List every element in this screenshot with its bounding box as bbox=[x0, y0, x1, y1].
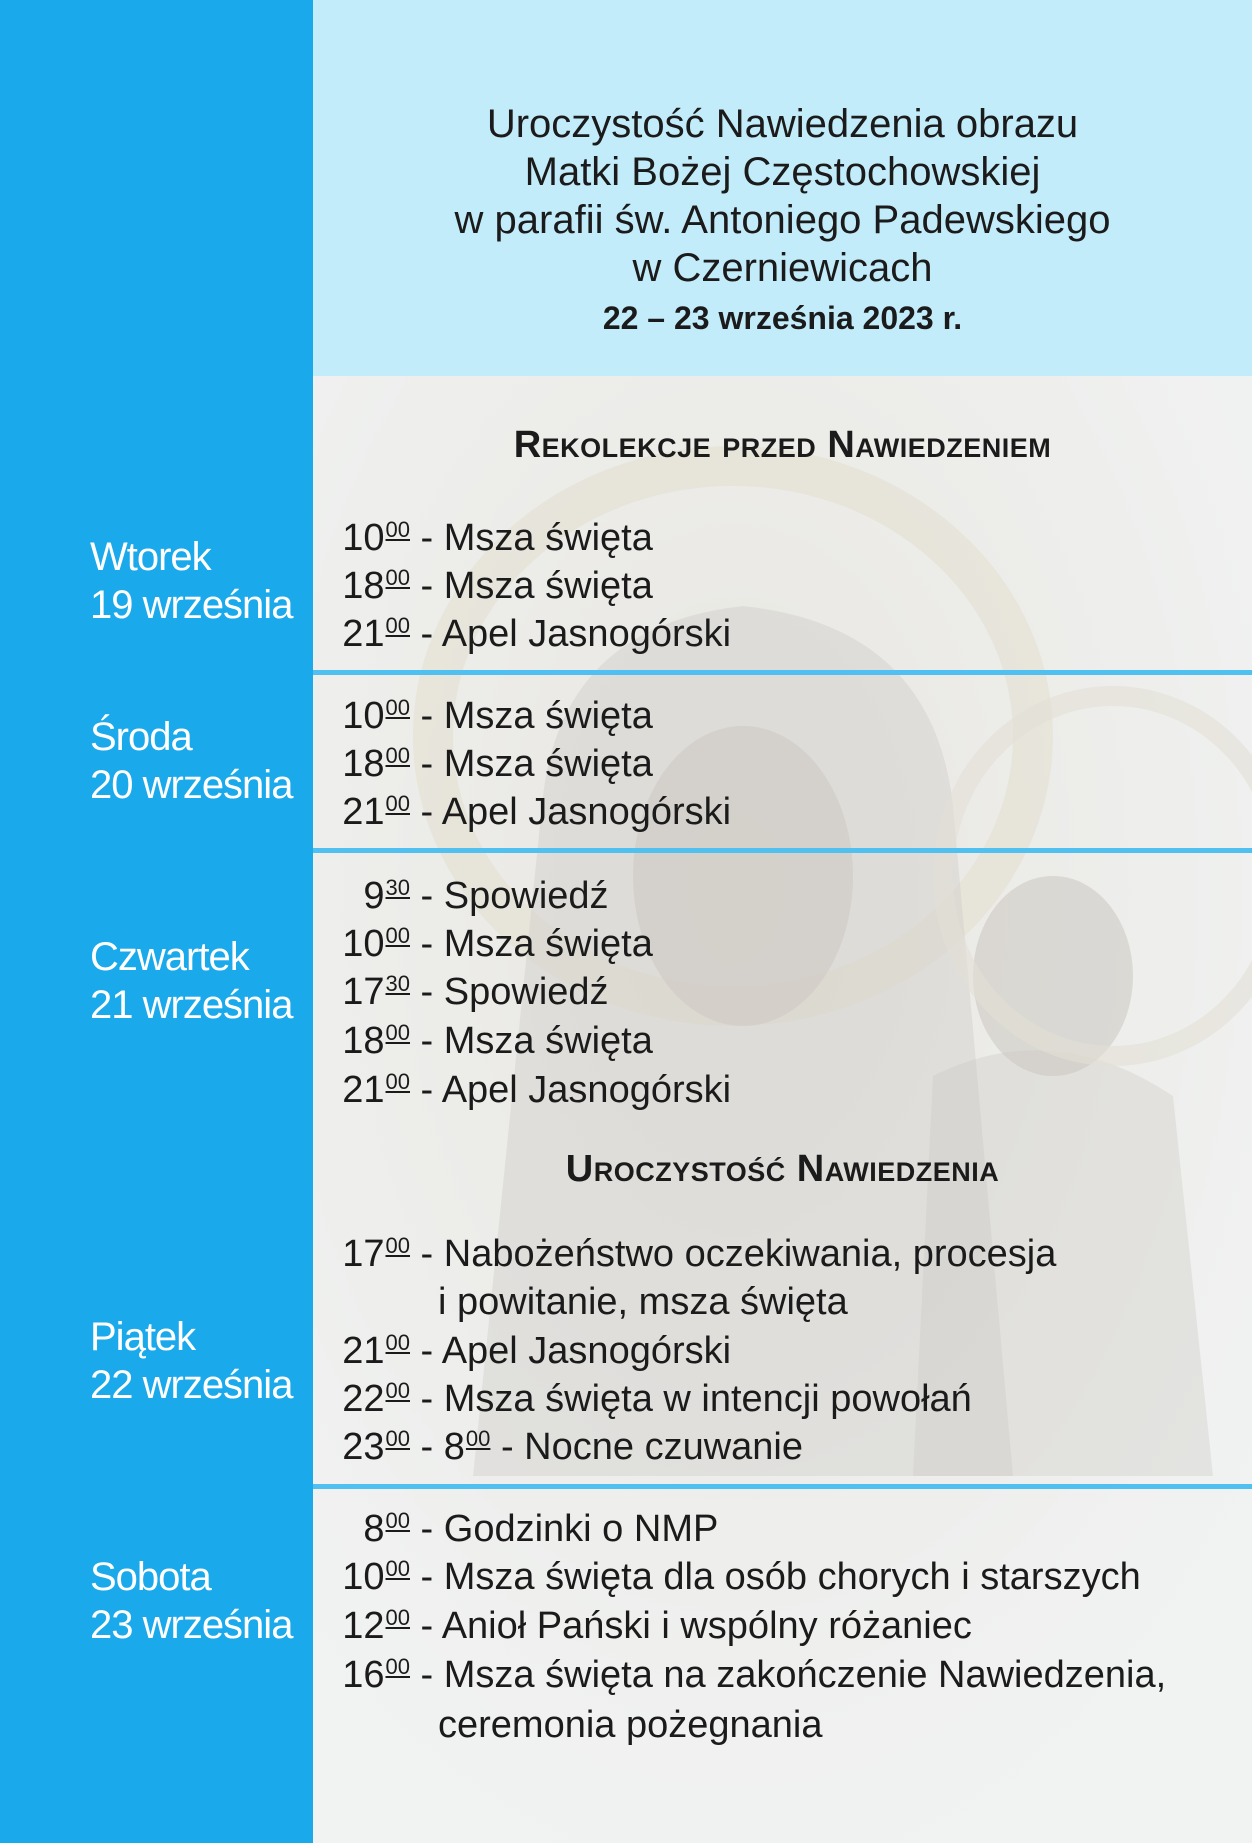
time: $16^{00}$ bbox=[342, 1653, 410, 1696]
schedule-item: $17^{00}$ - Nabożeństwo oczekiwania, procesja bbox=[336, 1230, 1056, 1278]
day-name: Czwartek bbox=[90, 935, 249, 979]
schedule-item: $12^{00}$ - Anioł Pański i wspólny różaniec bbox=[336, 1602, 972, 1650]
schedule-item: $10^{00}$ - Msza święta bbox=[336, 920, 653, 968]
retreat-heading: Rekolekcje przed Nawiedzeniem bbox=[513, 424, 1052, 466]
title-line-4: w Czerniewicach bbox=[632, 246, 933, 290]
day-date: 22 września bbox=[90, 1363, 293, 1407]
time: $18^{00}$ bbox=[342, 564, 410, 607]
schedule-item: $17^{30}$ - Spowiedź bbox=[336, 968, 609, 1016]
time: $10^{00}$ bbox=[342, 694, 410, 737]
schedule-item: $21^{00}$ - Apel Jasnogórski bbox=[336, 610, 731, 658]
schedule-item: $23^{00} - 8^{00}$ - Nocne czuwanie bbox=[336, 1423, 803, 1471]
schedule-item: $21^{00}$ - Apel Jasnogórski bbox=[336, 1327, 731, 1375]
schedule-item: $21^{00}$ - Apel Jasnogórski bbox=[336, 788, 731, 836]
divider bbox=[313, 848, 1252, 853]
schedule-item: $8^{00}$ - Godzinki o NMP bbox=[336, 1505, 718, 1553]
time: $21^{00}$ bbox=[342, 1329, 410, 1372]
time: $10^{00}$ bbox=[342, 922, 410, 965]
divider bbox=[313, 670, 1252, 675]
day-label-thursday bbox=[90, 933, 292, 1029]
time: $9^{30}$ bbox=[363, 874, 410, 917]
day-name: Piątek bbox=[90, 1315, 196, 1359]
time: $17^{00}$ bbox=[342, 1232, 410, 1275]
time: $8^{00}$ bbox=[363, 1507, 410, 1550]
day-date: 23 września bbox=[90, 1603, 293, 1647]
time: $18^{00}$ bbox=[342, 742, 410, 785]
schedule-item: $16^{00}$ - Msza święta na zakończenie Nawiedzenia, bbox=[336, 1651, 1166, 1699]
schedule-item: $10^{00}$ - Msza święta dla osób chorych i starszych bbox=[336, 1553, 1141, 1601]
time: $12^{00}$ bbox=[342, 1604, 410, 1647]
time: $10^{00}$ bbox=[342, 1555, 410, 1598]
title-line-2: Matki Bożej Częstochowskiej bbox=[524, 150, 1041, 194]
day-name: Sobota bbox=[90, 1555, 211, 1599]
schedule-item: $18^{00}$ - Msza święta bbox=[336, 562, 653, 610]
schedule-item: $22^{00}$ - Msza święta w intencji powołań bbox=[336, 1375, 972, 1423]
day-date: 21 września bbox=[90, 983, 293, 1027]
schedule-item: $9^{30}$ - Spowiedź bbox=[336, 872, 609, 920]
time: $10^{00}$ bbox=[342, 516, 410, 559]
divider bbox=[313, 1484, 1252, 1489]
time: $22^{00}$ bbox=[342, 1377, 410, 1420]
event-dates: 22 – 23 września 2023 r. bbox=[602, 300, 963, 336]
solemnity-heading: Uroczystość Nawiedzenia bbox=[565, 1148, 1000, 1190]
time: $21^{00}$ bbox=[342, 612, 410, 655]
schedule-item-continuation: ceremonia pożegnania bbox=[438, 1704, 823, 1746]
time: $21^{00}$ bbox=[342, 790, 410, 833]
end-time: $8^{00}$ bbox=[443, 1425, 491, 1468]
time: $23^{00}$ bbox=[342, 1425, 410, 1468]
day-name: Wtorek bbox=[90, 535, 211, 579]
day-date: 20 września bbox=[90, 763, 293, 807]
schedule-item-continuation: i powitanie, msza święta bbox=[438, 1281, 848, 1323]
time: $17^{30}$ bbox=[342, 970, 410, 1013]
day-label-tuesday bbox=[90, 533, 292, 629]
day-label-friday bbox=[90, 1313, 292, 1409]
day-label-wednesday bbox=[90, 713, 292, 809]
schedule-item: $10^{00}$ - Msza święta bbox=[336, 692, 653, 740]
time: $21^{00}$ bbox=[342, 1068, 410, 1111]
schedule-item: $21^{00}$ - Apel Jasnogórski bbox=[336, 1066, 731, 1114]
schedule-item: $18^{00}$ - Msza święta bbox=[336, 740, 653, 788]
title-line-1: Uroczystość Nawiedzenia obrazu bbox=[486, 102, 1079, 146]
schedule-item: $18^{00}$ - Msza święta bbox=[336, 1017, 653, 1065]
day-name: Środa bbox=[90, 715, 192, 759]
schedule-item: $10^{00}$ - Msza święta bbox=[336, 514, 653, 562]
time: $18^{00}$ bbox=[342, 1019, 410, 1062]
day-label-saturday bbox=[90, 1553, 292, 1649]
day-date: 19 września bbox=[90, 583, 293, 627]
title-line-3: w parafii św. Antoniego Padewskiego bbox=[454, 198, 1111, 242]
